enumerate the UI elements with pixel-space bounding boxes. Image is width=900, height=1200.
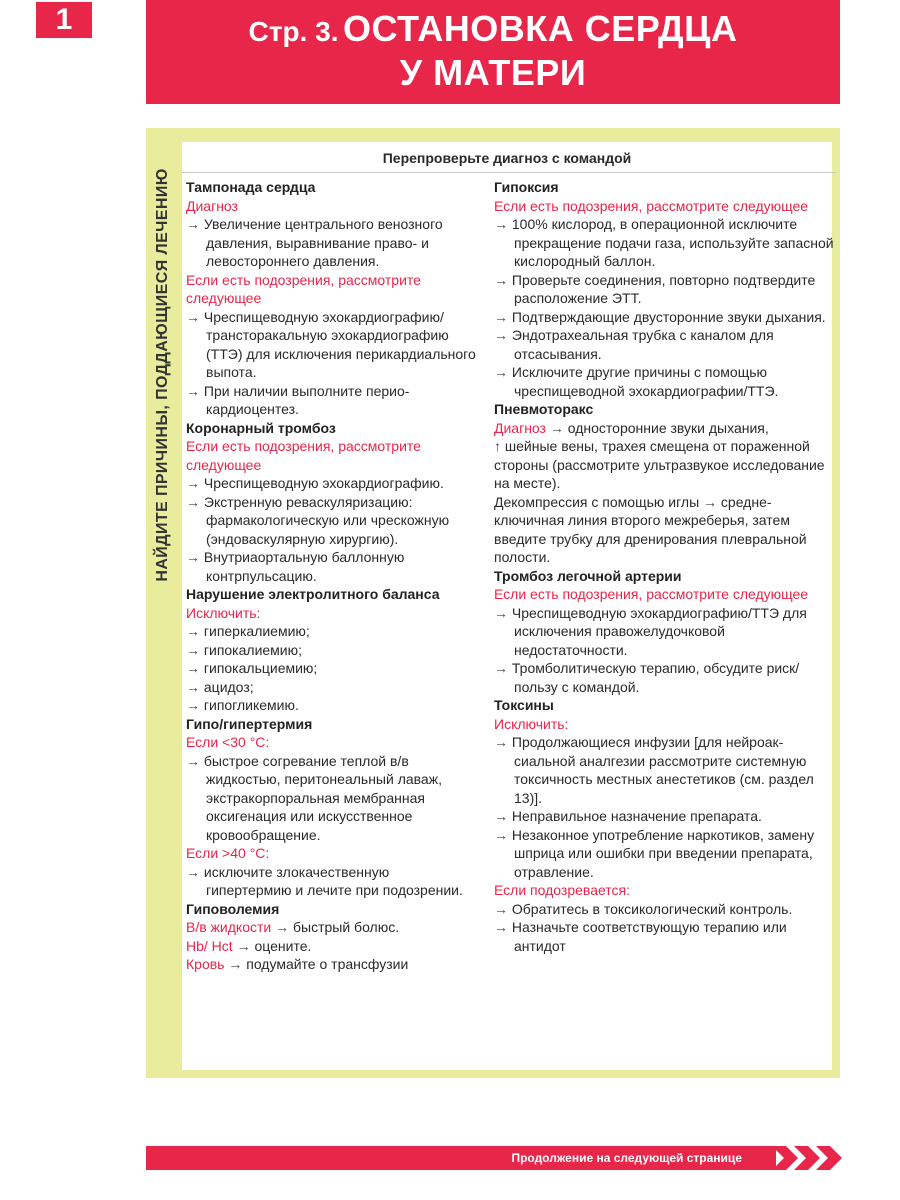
diagnosis-label: Диагноз bbox=[186, 197, 238, 214]
decompression-line bbox=[494, 493, 836, 567]
header-title-2: У МАТЕРИ bbox=[399, 52, 587, 93]
arrow-right-icon: → bbox=[186, 475, 204, 491]
arrow-right-icon: → bbox=[232, 937, 255, 954]
item-text: гипогликемию. bbox=[203, 697, 299, 713]
item-text: исключите злокачественную гипертермию и лечите при подозрении. bbox=[203, 863, 463, 898]
section-thermia bbox=[186, 715, 476, 900]
section-title: Токсины bbox=[494, 697, 554, 713]
list-item bbox=[494, 308, 836, 327]
item-text: Обратитесь в токсикологический контроль. bbox=[511, 900, 793, 917]
item-text: При наличии выполните периокардиоцентез. bbox=[203, 382, 410, 417]
page-header bbox=[146, 0, 840, 104]
section-title: Коронарный тромбоз bbox=[186, 419, 336, 436]
arrow-right-icon: → bbox=[494, 734, 512, 750]
item-text: Внутриаортальную баллонную контрпульсацию. bbox=[203, 549, 405, 584]
divider bbox=[182, 172, 836, 173]
left-column bbox=[186, 178, 476, 974]
veins-line bbox=[494, 437, 836, 493]
list-item bbox=[494, 604, 836, 660]
arrow-right-icon: → bbox=[494, 826, 512, 843]
section-title: Тампонада сердца bbox=[186, 179, 316, 195]
list-item bbox=[186, 622, 476, 641]
page-number-badge: 1 bbox=[36, 2, 92, 38]
arrow-right-icon: → bbox=[186, 382, 204, 399]
list-item bbox=[186, 937, 476, 956]
item-text: Чреспищеводную эхокардиографию/трансторакальную эхокардиографию (ТТЭ) для исключения перикардиального выпота. bbox=[203, 308, 476, 380]
arrow-right-icon: → bbox=[494, 919, 512, 935]
item-label: В/в жидкости bbox=[186, 919, 272, 935]
item-text: Продолжающиеся инфузии [для нейроаксиальной аналгезии рассмотрите системную токсичность местных анестетиков (см. раздел 13)]. bbox=[511, 734, 814, 806]
side-label bbox=[148, 160, 178, 590]
list-item bbox=[186, 215, 476, 271]
item-text: Незаконное употребление наркотиков, замену шприца или ошибки при введении препарата, отравление. bbox=[511, 826, 815, 880]
arrow-right-icon: → bbox=[186, 641, 204, 658]
arrow-right-icon: → bbox=[545, 419, 568, 436]
arrow-right-icon: → bbox=[494, 808, 512, 824]
suspect-label: Если есть подозрения, рассмотрите следующее bbox=[494, 197, 809, 214]
list-item bbox=[186, 493, 476, 549]
section-title: Гипо/гипертермия bbox=[186, 715, 313, 732]
list-item bbox=[186, 548, 476, 585]
item-text: Чреспищеводную эхокардиографию/ТТЭ для исключения правожелудочковой недостаточности. bbox=[511, 604, 807, 658]
section-electrolyte bbox=[186, 585, 476, 715]
arrow-right-icon: → bbox=[494, 327, 512, 343]
suspect-label: Если есть подозрения, рассмотрите следующее bbox=[494, 586, 809, 602]
list-item bbox=[186, 863, 476, 900]
item-text: Эндотрахеальная трубка с каналом для отсасывания. bbox=[511, 327, 774, 362]
list-item bbox=[494, 918, 836, 955]
section-hypoxia bbox=[494, 178, 836, 400]
item-text: Тромболитическую терапию, обсудите риск/пользу с командой. bbox=[511, 660, 800, 695]
section-coronary bbox=[186, 419, 476, 586]
header-title-1: ОСТАНОВКА СЕРДЦА bbox=[342, 8, 738, 49]
arrow-right-icon: → bbox=[186, 623, 204, 639]
list-item bbox=[494, 659, 836, 696]
item-label: Кровь bbox=[186, 956, 225, 972]
diagnosis-label: Диагноз bbox=[494, 419, 546, 436]
decompression-label: Декомпрессия с помощью иглы bbox=[494, 493, 700, 510]
item-text: Чреспищеводную эхокардиографию. bbox=[203, 475, 444, 491]
section-title: Нарушение электролитного баланса bbox=[186, 586, 440, 602]
item-text: гипокальциемию; bbox=[203, 660, 318, 676]
item-text: оцените. bbox=[254, 937, 312, 954]
list-item bbox=[494, 807, 836, 826]
item-text: односторонние звуки дыхания, bbox=[567, 419, 769, 436]
condition-label: Если <30 °С: bbox=[186, 734, 270, 750]
item-text: ацидоз; bbox=[203, 678, 254, 695]
arrow-right-icon: → bbox=[186, 660, 204, 676]
item-text: Назначьте соответствующую терапию или антидот bbox=[511, 919, 787, 954]
arrow-right-icon: → bbox=[494, 216, 512, 232]
arrow-right-icon: → bbox=[186, 752, 204, 769]
item-text: Исключите другие причины с помощью чреспищеводной эхокардиографии/ТТЭ. bbox=[511, 364, 779, 399]
list-item bbox=[186, 696, 476, 715]
suspect-label: Если подозревается: bbox=[494, 882, 631, 898]
list-item bbox=[186, 659, 476, 678]
list-item bbox=[186, 918, 476, 937]
arrow-right-icon: → bbox=[494, 604, 512, 621]
list-item bbox=[494, 363, 836, 400]
arrow-right-icon: → bbox=[271, 919, 293, 935]
section-title: Пневмоторакс bbox=[494, 401, 594, 417]
arrow-right-icon: → bbox=[186, 216, 204, 232]
section-hypovolemia bbox=[186, 900, 476, 974]
suspect-label: Если есть подозрения, рассмотрите следующее bbox=[186, 271, 421, 306]
continue-banner: Продолжение на следующей странице bbox=[146, 1146, 776, 1170]
section-tamponade bbox=[186, 178, 476, 419]
arrow-right-icon: → bbox=[494, 308, 512, 325]
arrow-up-icon: ↑ bbox=[494, 438, 505, 454]
section-pneumothorax bbox=[494, 400, 836, 567]
list-item bbox=[494, 271, 836, 308]
arrow-right-icon: → bbox=[494, 900, 512, 917]
item-text: 100% кислород, в операционной исключите прекращение подачи газа, используйте запасной кислородный баллон. bbox=[511, 216, 834, 269]
arrow-right-icon: → bbox=[186, 549, 204, 565]
suspect-label: Если есть подозрения, рассмотрите следующее bbox=[186, 438, 421, 473]
item-label: Hb/ Hct bbox=[186, 937, 233, 954]
list-item bbox=[494, 900, 836, 919]
side-label-text: НАЙДИТЕ ПРИЧИНЫ, ПОДДАЮЩИЕСЯ ЛЕЧЕНИЮ bbox=[154, 168, 171, 582]
arrow-right-icon: → bbox=[186, 308, 204, 325]
arrow-right-icon: → bbox=[494, 271, 512, 288]
condition-label: Если >40 °С: bbox=[186, 845, 270, 861]
exclude-label: Исключить: bbox=[494, 715, 569, 732]
header-line-1 bbox=[146, 8, 840, 54]
list-item bbox=[186, 955, 476, 974]
right-column bbox=[494, 178, 836, 955]
arrow-right-icon: → bbox=[186, 863, 204, 880]
list-item bbox=[494, 326, 836, 363]
list-item bbox=[186, 641, 476, 660]
header-page-ref: Стр. 3. bbox=[248, 16, 339, 47]
item-text: Экстренную реваскуляризацию: фармакологическую или чрескожную (эндоваскулярную хирургию). bbox=[203, 493, 450, 547]
arrow-right-icon: → bbox=[186, 697, 204, 713]
arrow-right-icon: → bbox=[699, 493, 721, 510]
arrow-right-icon: → bbox=[494, 364, 512, 380]
item-text: быстрый болюс. bbox=[293, 919, 400, 935]
list-item bbox=[494, 215, 836, 271]
list-item bbox=[186, 308, 476, 382]
list-item bbox=[186, 752, 476, 845]
arrow-right-icon: → bbox=[224, 956, 247, 972]
item-text: быстрое согревание теплой в/в жидкостью, перитонеальный лаваж, экстракорпоральная мембранная оксигенация или искусственное кровообращение. bbox=[203, 752, 442, 843]
list-item bbox=[494, 733, 836, 807]
subheading: Перепроверьте диагноз с командой bbox=[382, 150, 632, 166]
diagnosis-line bbox=[494, 419, 836, 438]
section-title: Гипоксия bbox=[494, 179, 559, 195]
item-text: шейные вены, трахея смещена от пораженной стороны (рассмотрите ультразвукое исследование на месте). bbox=[494, 438, 825, 491]
item-text: среднеключичная линия второго межреберья, затем введите трубку для дренирования плевральной полости. bbox=[494, 493, 807, 565]
list-item bbox=[186, 474, 476, 493]
arrow-right-icon: → bbox=[186, 493, 204, 510]
item-text: гиперкалиемию; bbox=[203, 623, 310, 639]
list-item bbox=[494, 826, 836, 882]
arrow-right-icon: → bbox=[494, 660, 512, 676]
section-title: Гиповолемия bbox=[186, 900, 280, 917]
section-title: Тромбоз легочной артерии bbox=[494, 567, 682, 584]
item-text: подумайте о трансфузии bbox=[246, 956, 409, 972]
item-text: Увеличение центрального венозного давления, выравнивание право- и левостороннего давления. bbox=[203, 216, 443, 269]
chevrons-right-icon bbox=[772, 1144, 842, 1172]
item-text: Подтверждающие двусторонние звуки дыхания. bbox=[511, 308, 826, 325]
section-toxins bbox=[494, 696, 836, 955]
item-text: гипокалиемию; bbox=[203, 641, 303, 658]
list-item bbox=[186, 678, 476, 697]
item-text: Проверьте соединения, повторно подтвердите расположение ЭТТ. bbox=[511, 271, 816, 306]
section-pulmonary-embolism bbox=[494, 567, 836, 697]
exclude-label: Исключить: bbox=[186, 604, 261, 621]
arrow-right-icon: → bbox=[186, 678, 204, 695]
list-item bbox=[186, 382, 476, 419]
item-text: Неправильное назначение препарата. bbox=[511, 808, 762, 824]
header-line-2 bbox=[146, 52, 840, 98]
